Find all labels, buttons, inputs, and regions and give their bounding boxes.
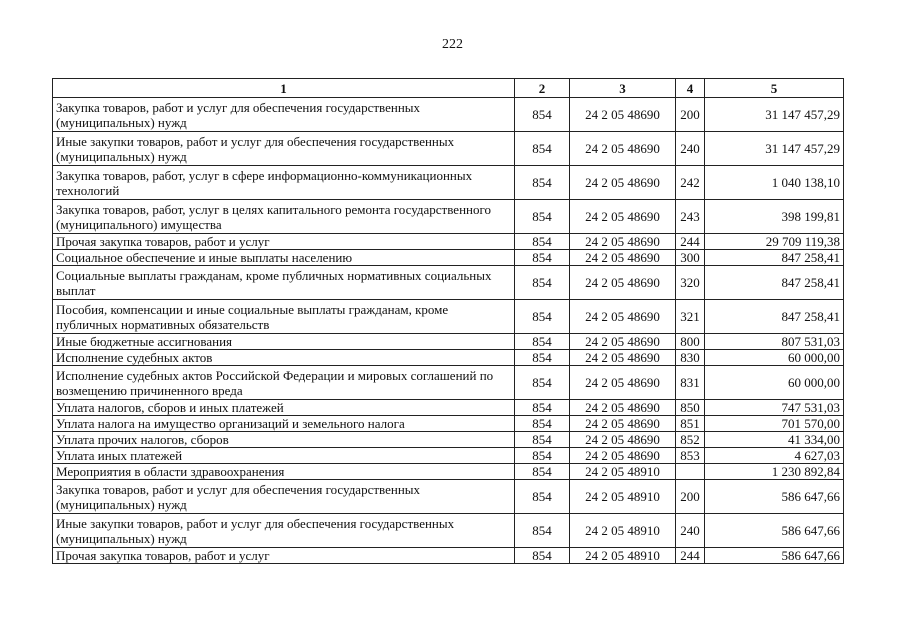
row-col-2: 854 [515, 334, 570, 350]
row-col-2: 854 [515, 548, 570, 564]
row-col-5: 60 000,00 [705, 366, 844, 400]
row-col-5: 747 531,03 [705, 400, 844, 416]
row-col-5: 586 647,66 [705, 548, 844, 564]
table-row [53, 464, 844, 480]
row-col-4: 200 [676, 480, 705, 514]
row-col-3: 24 2 05 48690 [570, 98, 676, 132]
row-col-5: 1 040 138,10 [705, 166, 844, 200]
row-col-2: 854 [515, 266, 570, 300]
row-col-5: 398 199,81 [705, 200, 844, 234]
row-col-4: 831 [676, 366, 705, 400]
row-col-4: 853 [676, 448, 705, 464]
table-row [53, 350, 844, 366]
row-col-3: 24 2 05 48690 [570, 366, 676, 400]
row-col-4 [676, 464, 705, 480]
row-col-2: 854 [515, 350, 570, 366]
row-col-4: 240 [676, 514, 705, 548]
row-name: Закупка товаров, работ и услуг для обеспечения государственных (муниципальных) нужд [53, 480, 515, 514]
row-col-4: 300 [676, 250, 705, 266]
row-name: Уплата налога на имущество организаций и земельного налога [53, 416, 515, 432]
row-col-3: 24 2 05 48690 [570, 448, 676, 464]
table-row [53, 400, 844, 416]
row-col-2: 854 [515, 400, 570, 416]
row-name: Пособия, компенсации и иные социальные выплаты гражданам, кроме публичных нормативных обязательств [53, 300, 515, 334]
row-col-2: 854 [515, 234, 570, 250]
row-col-5: 31 147 457,29 [705, 132, 844, 166]
row-col-5: 701 570,00 [705, 416, 844, 432]
row-col-4: 244 [676, 234, 705, 250]
header-col-4: 4 [676, 79, 705, 98]
row-col-5: 4 627,03 [705, 448, 844, 464]
table-row [53, 98, 844, 132]
row-col-5: 847 258,41 [705, 300, 844, 334]
row-col-2: 854 [515, 514, 570, 548]
row-name: Уплата прочих налогов, сборов [53, 432, 515, 448]
row-col-2: 854 [515, 132, 570, 166]
row-name: Уплата иных платежей [53, 448, 515, 464]
row-col-4: 800 [676, 334, 705, 350]
row-col-3: 24 2 05 48910 [570, 548, 676, 564]
row-name: Исполнение судебных актов [53, 350, 515, 366]
row-col-3: 24 2 05 48690 [570, 200, 676, 234]
row-col-4: 243 [676, 200, 705, 234]
row-col-5: 847 258,41 [705, 266, 844, 300]
row-col-3: 24 2 05 48690 [570, 132, 676, 166]
row-col-3: 24 2 05 48690 [570, 400, 676, 416]
header-row [53, 79, 844, 98]
row-col-4: 852 [676, 432, 705, 448]
table-row [53, 250, 844, 266]
budget-table [52, 78, 844, 564]
row-col-4: 321 [676, 300, 705, 334]
row-col-2: 854 [515, 200, 570, 234]
table-row [53, 132, 844, 166]
row-col-5: 847 258,41 [705, 250, 844, 266]
page-number: 222 [442, 37, 463, 52]
row-col-3: 24 2 05 48690 [570, 334, 676, 350]
row-name: Иные бюджетные ассигнования [53, 334, 515, 350]
table-row [53, 448, 844, 464]
row-col-4: 244 [676, 548, 705, 564]
row-col-3: 24 2 05 48690 [570, 266, 676, 300]
row-col-2: 854 [515, 448, 570, 464]
row-col-4: 850 [676, 400, 705, 416]
row-col-4: 320 [676, 266, 705, 300]
row-col-3: 24 2 05 48690 [570, 350, 676, 366]
row-name: Прочая закупка товаров, работ и услуг [53, 548, 515, 564]
table-row [53, 548, 844, 564]
table-row [53, 300, 844, 334]
table-row [53, 234, 844, 250]
row-col-4: 240 [676, 132, 705, 166]
table-row [53, 366, 844, 400]
table-row [53, 200, 844, 234]
row-col-5: 29 709 119,38 [705, 234, 844, 250]
table-body [53, 98, 844, 564]
row-col-5: 807 531,03 [705, 334, 844, 350]
row-name: Исполнение судебных актов Российской Федерации и мировых соглашений по возмещению причиненного вреда [53, 366, 515, 400]
row-col-5: 60 000,00 [705, 350, 844, 366]
row-col-3: 24 2 05 48690 [570, 166, 676, 200]
table-row [53, 432, 844, 448]
table-row [53, 416, 844, 432]
row-col-2: 854 [515, 250, 570, 266]
header-col-3: 3 [570, 79, 676, 98]
row-col-3: 24 2 05 48690 [570, 432, 676, 448]
row-name: Социальные выплаты гражданам, кроме публичных нормативных социальных выплат [53, 266, 515, 300]
row-name: Закупка товаров, работ, услуг в сфере информационно-коммуникационных технологий [53, 166, 515, 200]
row-name: Иные закупки товаров, работ и услуг для обеспечения государственных (муниципальных) нужд [53, 132, 515, 166]
header-col-2: 2 [515, 79, 570, 98]
row-col-2: 854 [515, 416, 570, 432]
row-name: Закупка товаров, работ и услуг для обеспечения государственных (муниципальных) нужд [53, 98, 515, 132]
row-col-2: 854 [515, 300, 570, 334]
row-col-4: 851 [676, 416, 705, 432]
row-name: Мероприятия в области здравоохранения [53, 464, 515, 480]
row-col-3: 24 2 05 48690 [570, 416, 676, 432]
row-col-2: 854 [515, 480, 570, 514]
row-name: Прочая закупка товаров, работ и услуг [53, 234, 515, 250]
row-col-2: 854 [515, 464, 570, 480]
table-row [53, 334, 844, 350]
table-row [53, 480, 844, 514]
row-col-2: 854 [515, 98, 570, 132]
row-name: Уплата налогов, сборов и иных платежей [53, 400, 515, 416]
row-name: Закупка товаров, работ, услуг в целях капитального ремонта государственного (муниципального) имущества [53, 200, 515, 234]
header-col-5: 5 [705, 79, 844, 98]
table-row [53, 514, 844, 548]
row-col-3: 24 2 05 48690 [570, 234, 676, 250]
row-col-4: 242 [676, 166, 705, 200]
row-col-5: 586 647,66 [705, 514, 844, 548]
row-col-5: 1 230 892,84 [705, 464, 844, 480]
row-col-3: 24 2 05 48910 [570, 514, 676, 548]
row-col-3: 24 2 05 48690 [570, 300, 676, 334]
row-col-4: 200 [676, 98, 705, 132]
row-col-5: 586 647,66 [705, 480, 844, 514]
row-col-2: 854 [515, 366, 570, 400]
table-row [53, 166, 844, 200]
row-col-4: 830 [676, 350, 705, 366]
row-col-2: 854 [515, 166, 570, 200]
row-col-5: 41 334,00 [705, 432, 844, 448]
row-col-3: 24 2 05 48910 [570, 464, 676, 480]
row-col-2: 854 [515, 432, 570, 448]
row-name: Иные закупки товаров, работ и услуг для обеспечения государственных (муниципальных) нужд [53, 514, 515, 548]
row-col-5: 31 147 457,29 [705, 98, 844, 132]
header-col-1: 1 [53, 79, 515, 98]
table-row [53, 266, 844, 300]
row-col-3: 24 2 05 48690 [570, 250, 676, 266]
row-name: Социальное обеспечение и иные выплаты населению [53, 250, 515, 266]
row-col-3: 24 2 05 48910 [570, 480, 676, 514]
